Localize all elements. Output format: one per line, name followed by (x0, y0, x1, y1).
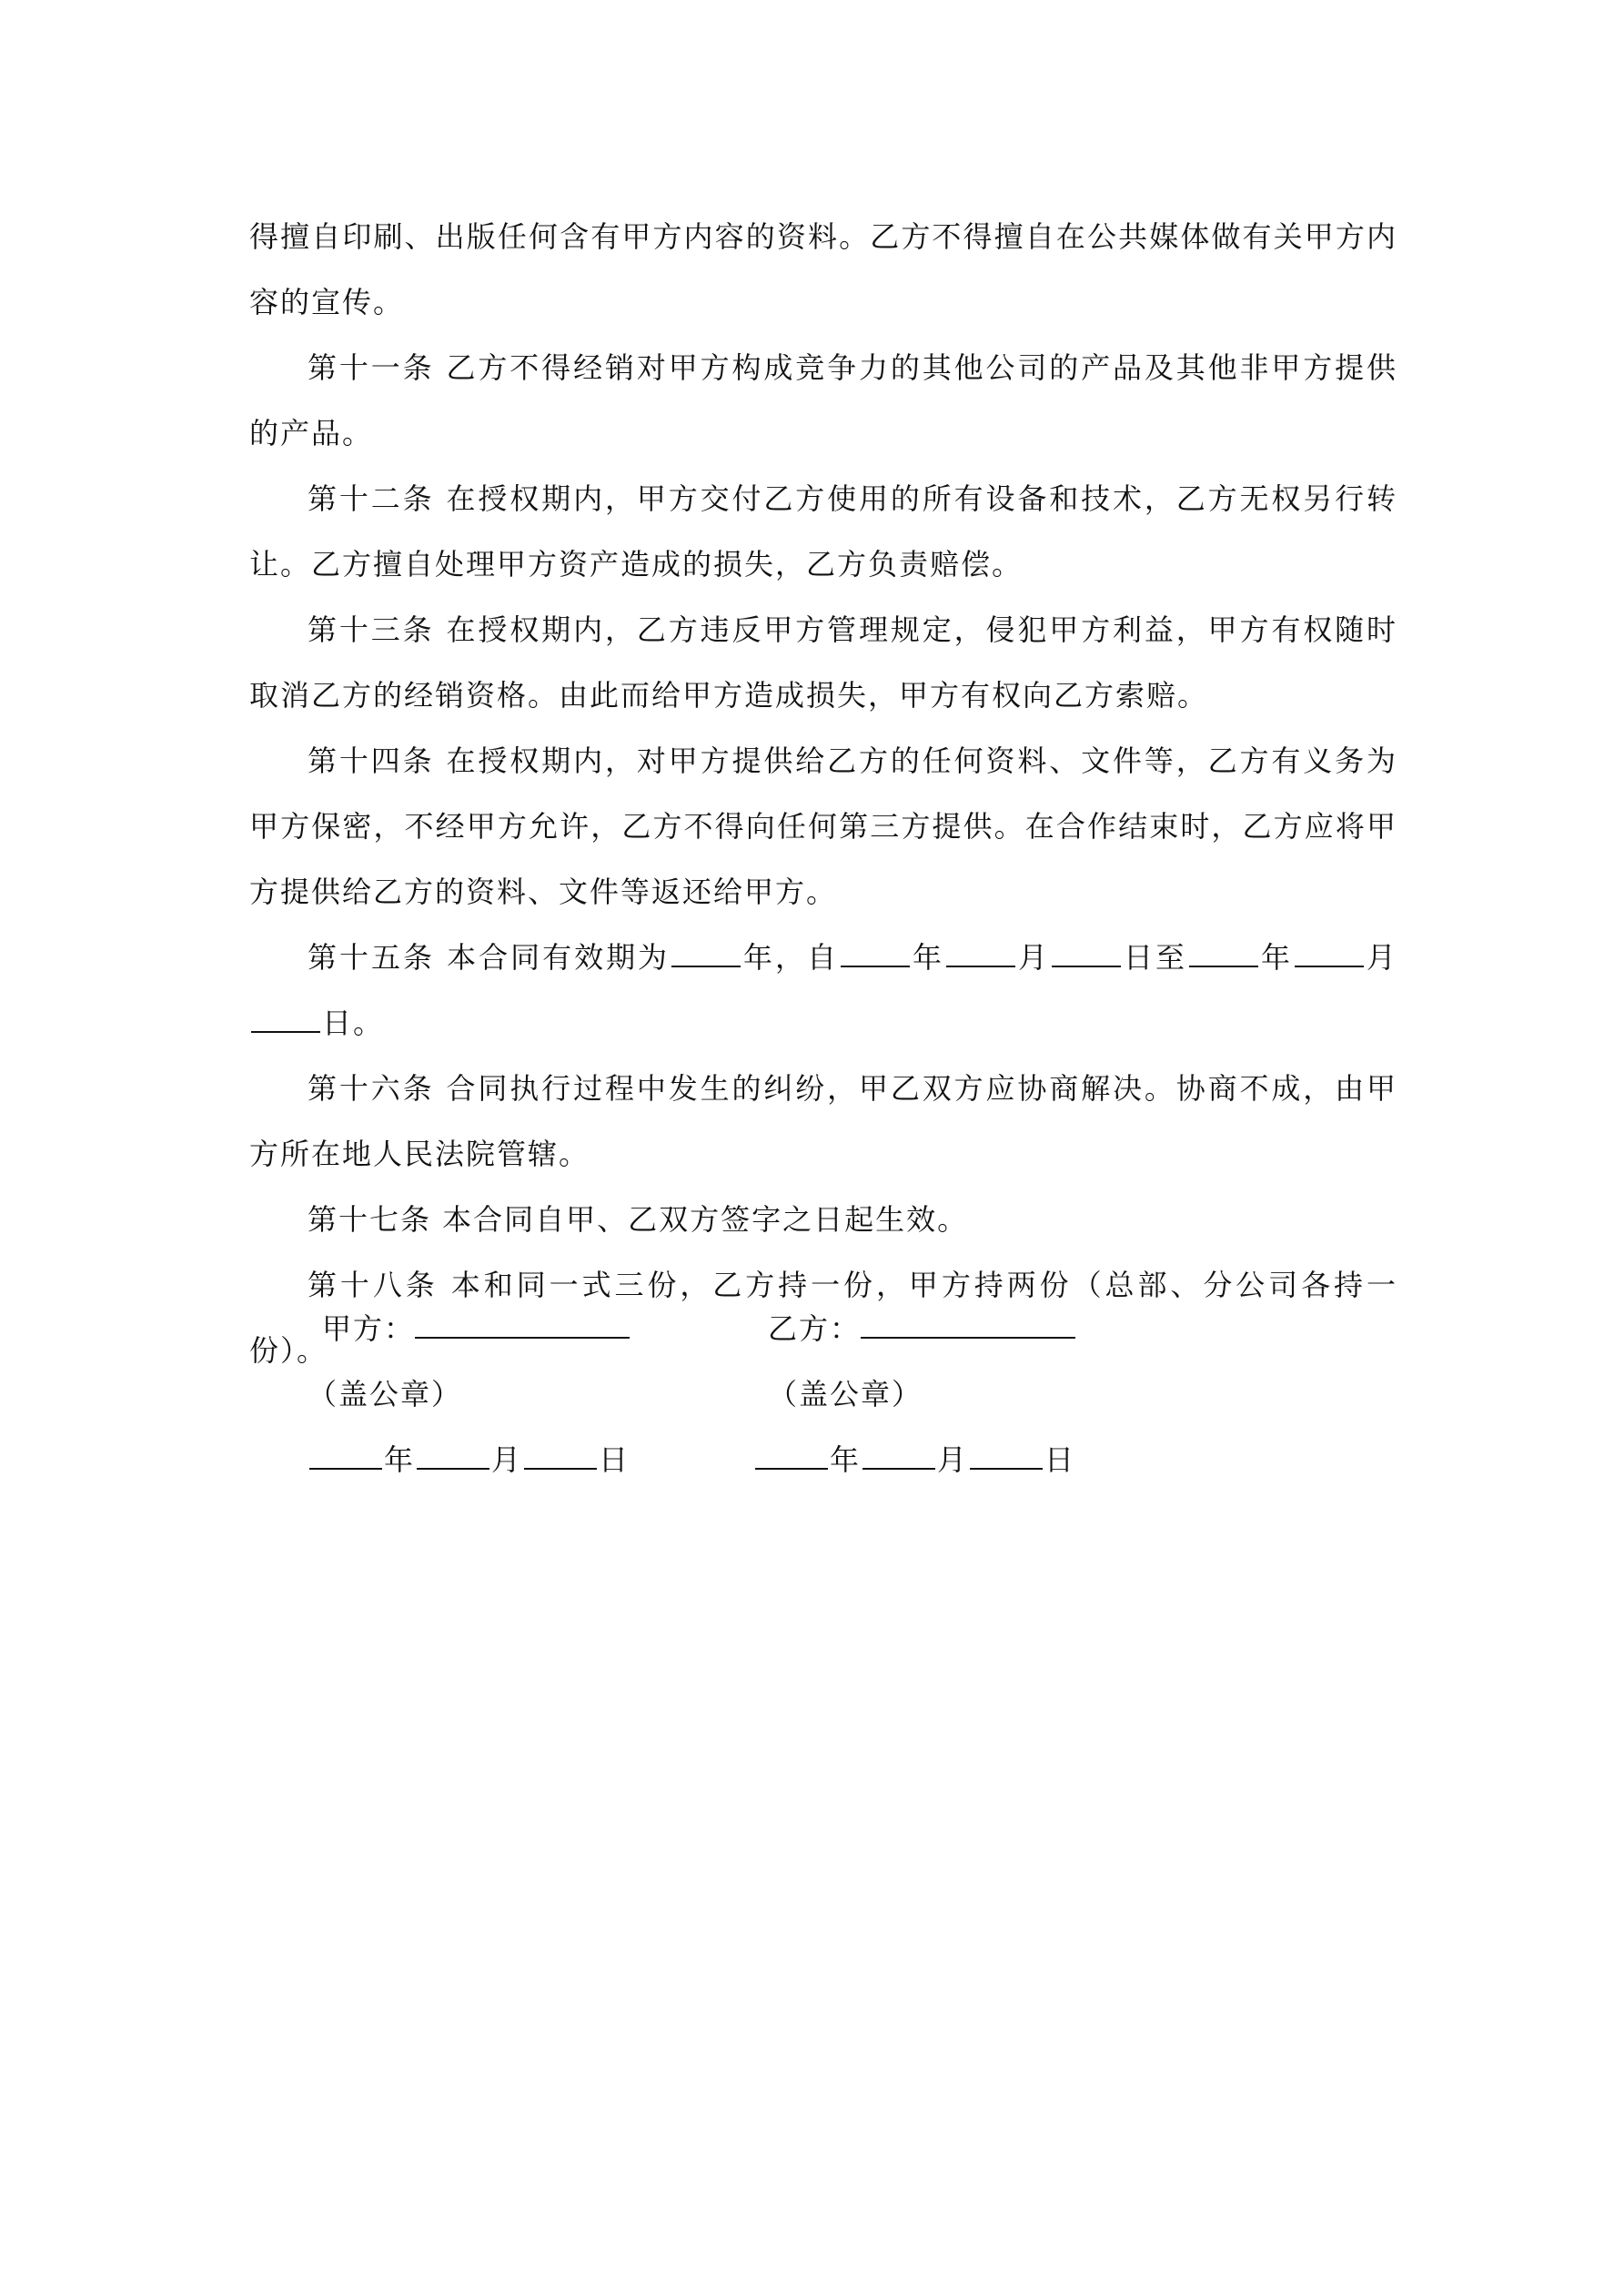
party-b-date-day-unit: 日 (1044, 1442, 1076, 1477)
article-15-day-end: 日。 (322, 1006, 385, 1040)
article-15-start-year-unit: 年 (912, 940, 944, 975)
signature-block (249, 1296, 1397, 1492)
party-b-seal: （盖公章） (768, 1377, 923, 1411)
date-row (249, 1427, 1397, 1492)
contract-body (249, 204, 1397, 1383)
paragraph-continuation: 得擅自印刷、出版任何含有甲方内容的资料。乙方不得擅自在公共媒体做有关甲方内容的宣传。 (249, 219, 1397, 319)
party-a-date-year-unit: 年 (384, 1442, 416, 1477)
party-b-date-year-unit: 年 (830, 1442, 862, 1477)
blank-start-year (841, 940, 910, 967)
party-a-signature (322, 1296, 630, 1361)
article-15-year-unit: 年，自 (742, 940, 840, 975)
article-15-prefix: 第十五条 本合同有效期为 (308, 940, 671, 975)
blank-end-year (1189, 940, 1258, 967)
party-b-date (753, 1427, 1075, 1492)
article-15-start-month-unit: 月 (1017, 940, 1050, 975)
paragraph-article-18: 第十八条 本和同一式三份，乙方持一份，甲方持两份（总部、分公司各持一份）。 (249, 1268, 1397, 1368)
paragraph-article-16: 第十六条 合同执行过程中发生的纠纷，甲乙双方应协商解决。协商不成，由甲方所在地人民法院管辖。 (249, 1071, 1397, 1171)
party-b-label: 乙方： (768, 1311, 862, 1346)
party-b-signature-line (861, 1311, 1075, 1339)
paragraph-article-13: 第十三条 在授权期内，乙方违反甲方管理规定，侵犯甲方利益，甲方有权随时取消乙方的经销资格。由此而给甲方造成损失，甲方有权向乙方索赔。 (249, 612, 1397, 713)
blank-end-day (251, 1006, 320, 1033)
seal-row (249, 1361, 1397, 1427)
article-15-end-month-unit: 月 (1365, 940, 1397, 975)
blank-start-day (1052, 940, 1121, 967)
party-a-date-year-blank (309, 1442, 382, 1470)
paragraph-article-14: 第十四条 在授权期内，对甲方提供给乙方的任何资料、文件等，乙方有义务为甲方保密，不经甲方允许，乙方不得向任何第三方提供。在合作结束时，乙方应将甲方提供给乙方的资料、文件等返还给甲方。 (249, 743, 1397, 909)
blank-term-years (671, 940, 741, 967)
party-b-date-month-blank (862, 1442, 935, 1470)
paragraph-article-17: 第十七条 本合同自甲、乙双方签字之日起生效。 (308, 1202, 969, 1237)
paragraph-article-11: 第十一条 乙方不得经销对甲方构成竞争力的其他公司的产品及其他非甲方提供的产品。 (249, 350, 1397, 450)
party-a-date-day-blank (524, 1442, 597, 1470)
party-b-date-year-blank (755, 1442, 828, 1470)
party-a-date-month-unit: 月 (491, 1442, 523, 1477)
party-a-date (308, 1427, 630, 1492)
party-a-seal: （盖公章） (308, 1377, 463, 1411)
paragraph-article-15 (249, 925, 1397, 1056)
party-a-label: 甲方： (322, 1311, 416, 1346)
blank-end-month (1295, 940, 1364, 967)
paragraph-article-12: 第十二条 在授权期内，甲方交付乙方使用的所有设备和技术，乙方无权另行转让。乙方擅自处理甲方资产造成的损失，乙方负责赔偿。 (249, 481, 1397, 582)
party-b-date-day-blank (970, 1442, 1043, 1470)
party-a-signature-line (415, 1311, 630, 1339)
party-a-date-month-blank (417, 1442, 489, 1470)
party-a-date-day-unit: 日 (599, 1442, 630, 1477)
signature-party-row (249, 1296, 1397, 1361)
article-15-end-year-unit: 年 (1259, 940, 1293, 975)
article-15-day-to: 日至 (1122, 940, 1187, 975)
blank-start-month (946, 940, 1015, 967)
party-b-date-month-unit: 月 (937, 1442, 969, 1477)
party-b-signature (768, 1296, 1075, 1361)
